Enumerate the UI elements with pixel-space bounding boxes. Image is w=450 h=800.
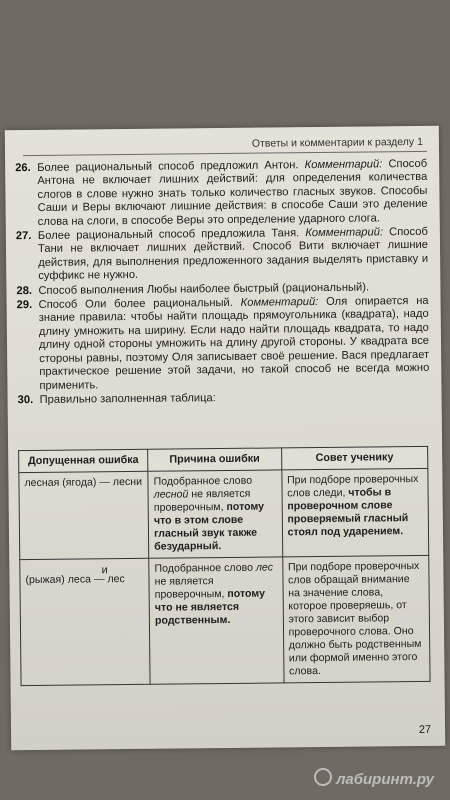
page-number: 27 bbox=[418, 723, 432, 736]
answer-number: 29. bbox=[16, 299, 33, 312]
handwritten-correction: и bbox=[101, 564, 108, 577]
answer-item bbox=[15, 158, 428, 229]
answer-text: Более рациональный способ предложил Антон. bbox=[37, 159, 305, 174]
watermark: лабиринт.ру bbox=[314, 768, 434, 788]
answer-text: Более рациональный способ предложила Таня. bbox=[37, 227, 306, 242]
table-row bbox=[19, 468, 429, 559]
book-page bbox=[5, 126, 445, 751]
answer-item bbox=[16, 226, 429, 284]
answer-text: Способ выполнения Любы наиболее быстрый (рациональный). bbox=[38, 281, 370, 297]
answer-item bbox=[17, 295, 430, 393]
comment-text: Способ Антона не включает лишних действий: для определения количества слогов в слове нужно знать только количество гласных звуков. Способы Саши и Веры включают лишние действия: в способе Саши это деление слова на слоги, в способе Веры это определение ударного слога. bbox=[37, 157, 428, 228]
answer-number: 30. bbox=[17, 393, 34, 407]
comment-text: Способ Тани не включает лишних действий. Способ Вити включает лишние действия, для выполнения предложенного задания выделять приставку и суффикс не нужно. bbox=[37, 225, 429, 283]
comment-label: Комментарий: bbox=[304, 158, 383, 172]
answers-text bbox=[15, 158, 430, 409]
column-header: Совет ученику bbox=[281, 446, 428, 470]
answer-number: 28. bbox=[16, 284, 33, 297]
answer-number: 26. bbox=[15, 162, 31, 175]
running-header: Ответы и комментарии к разделу 1 bbox=[251, 135, 423, 150]
answer-table bbox=[18, 446, 430, 686]
table-row bbox=[20, 555, 430, 685]
answer-number: 27. bbox=[15, 230, 32, 243]
cause-cell: Подобранное слово лес не является проверочным, потому что не является родственным. bbox=[149, 557, 284, 684]
answer-text: Способ Оли более рациональный. bbox=[38, 296, 241, 312]
error-cell: (рыжая) и лeса — лес bbox=[20, 558, 150, 685]
column-header: Причина ошибки bbox=[148, 448, 282, 471]
advice-cell: При подборе проверочных слов обращай внимание на значение слова, которое проверяешь, от этого зависит выбор проверочного слова. Оно должно быть родственным или формой именно этого слова. bbox=[282, 555, 430, 683]
comment-label: Комментарий: bbox=[240, 296, 319, 309]
error-cell: лесная (ягода) — лесни bbox=[19, 471, 149, 559]
header-rule bbox=[23, 151, 427, 156]
answer-text: Правильно заполненная таблица: bbox=[39, 392, 216, 406]
comment-text: Оля опирается на знание правила: чтобы найти площадь прямоугольника (квадрата), надо длину умножить на ширину. Если надо найти площадь квадрата, то надо длину одной стороны умножить на длину другой стороны. У квадрата все стороны равны, поэтому Оля записывает своё решение. Вася предлагает практическое решение этой задачи, но такой способ не всегда можно применить. bbox=[38, 294, 430, 392]
labyrinth-logo-icon bbox=[314, 768, 332, 786]
column-header: Допущенная ошибка bbox=[19, 449, 148, 472]
comment-label: Комментарий: bbox=[305, 226, 384, 240]
cause-cell: Подобранное слово лесной не является проверочным, потому что в этом слове гласный звук также безударный. bbox=[148, 470, 282, 558]
advice-cell: При подборе проверочных слов следи, чтобы в проверочном слове проверяемый гласный стоял под ударением. bbox=[281, 468, 428, 557]
